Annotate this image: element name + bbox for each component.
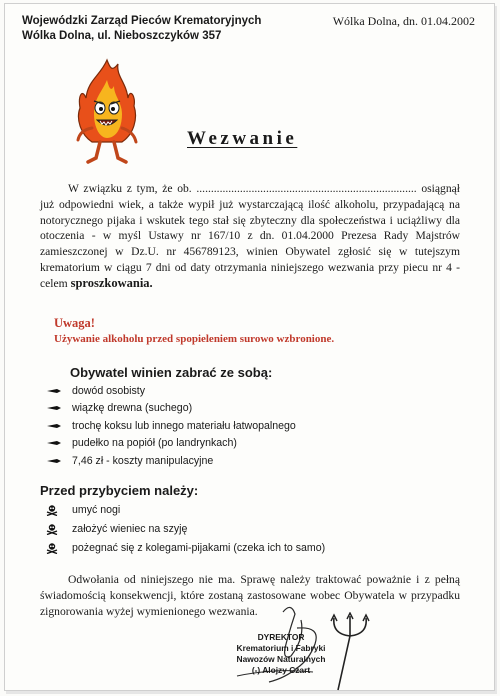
summons-paragraph: W związku z tym, że ob. ............................................................................ osiągnął już odpowiedni wiek, a także wypił już wystarczającą ilość alkoholu, przypadającą na notorycznego pijaka i wskutek tego stał się zbyteczny dla społeczeństwa i uciążliwy dla otoczenia - w myśl Ustawy nr 167/10 z dn. 01.04.2000 Prezesa Rady Majstrów zamieszczonej w Dz.U. nr 456789123, winien Obywatel zgłosić się w tutejszym krematorium w ciągu 7 dni od daty otrzymania niniejszego wezwania przy piecu nr 4 - celem <box>40 182 460 290</box>
list-item: pudełko na popiół (po landrynkach) <box>46 435 296 453</box>
document-title: Wezwanie <box>187 128 298 149</box>
pointer-bullet-icon <box>46 387 72 395</box>
signature-block <box>226 632 336 676</box>
bring-list <box>46 382 296 470</box>
signatory-org-2: Nawozów Naturalnych <box>236 654 326 664</box>
skull-crossbones-icon <box>46 504 72 516</box>
warning-label: Uwaga! <box>54 316 95 330</box>
pitchfork-icon <box>326 612 374 692</box>
bring-heading: Obywatel winien zabrać ze sobą: <box>70 365 273 380</box>
pointer-bullet-icon <box>46 422 72 430</box>
pointer-bullet-icon <box>46 404 72 412</box>
list-item: pożegnać się z kolegami-pijakami (czeka ich to samo) <box>46 538 325 557</box>
list-item: trochę koksu lub innego materiału łatwopalnego <box>46 417 296 435</box>
signatory-title: DYREKTOR <box>257 632 305 642</box>
warning-text: Używanie alkoholu przed spopieleniem surowo wzbronione. <box>54 333 335 345</box>
skull-crossbones-icon <box>46 523 72 535</box>
pointer-bullet-icon <box>46 457 72 465</box>
summons-emphasis: sproszkowania. <box>70 275 153 290</box>
list-item: dowód osobisty <box>46 382 296 400</box>
closing-paragraph: Odwołania od niniejszego nie ma. Sprawę należy traktować poważnie i z pełną świadomością konsekwencji, które zostaną zastosowane wobec Obywatela w przypadku zignorowania wyżej wymienionego wezwania. <box>40 573 460 618</box>
document-date: Wólka Dolna, dn. 01.04.2002 <box>332 14 475 28</box>
skull-crossbones-icon <box>46 542 72 554</box>
summons-body <box>40 181 460 292</box>
list-item: umyć nogi <box>46 500 325 519</box>
before-list <box>46 500 325 557</box>
signatory-org: Krematorium i Fabryki <box>236 643 326 653</box>
sender-name: Wojewódzki Zarząd Pieców Krematoryjnych <box>22 15 262 27</box>
flame-mascot-icon <box>72 58 142 168</box>
list-item: założyć wieniec na szyję <box>46 519 325 538</box>
before-heading: Przed przybyciem należy: <box>40 483 199 498</box>
list-item: 7,46 zł - koszty manipulacyjne <box>46 452 296 470</box>
sender-address <box>22 14 261 44</box>
sender-street: Wólka Dolna, ul. Nieboszczyków 357 <box>22 30 222 42</box>
signatory-name: (-) Alojzy Czart <box>251 665 311 675</box>
list-item: wiązkę drewna (suchego) <box>46 400 296 418</box>
pointer-bullet-icon <box>46 439 72 447</box>
